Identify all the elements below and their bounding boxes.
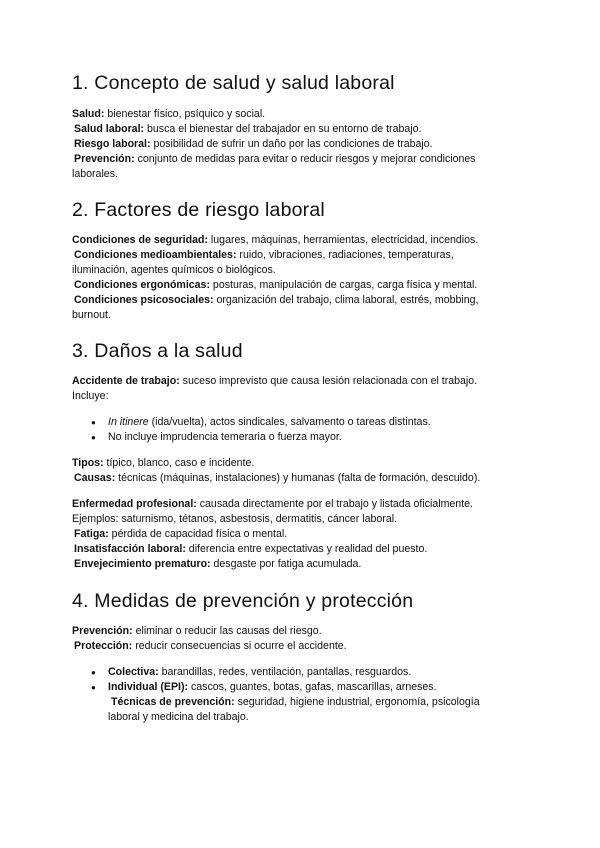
def-tipos: Tipos: típico, blanco, caso e incidente. <box>72 457 255 469</box>
section-3-enfermedad <box>72 497 542 572</box>
list-item: ● No incluye imprudencia temeraria o fuerza mayor. <box>72 430 542 445</box>
def-fatiga: Fatiga: pérdida de capacidad física o mental. <box>74 528 288 540</box>
def-accidente: Accidente de trabajo: suceso imprevisto que causa lesión relacionada con el trabajo. <box>72 375 478 387</box>
section-4-bullets <box>72 665 542 725</box>
list-item: Técnicas de prevención: seguridad, higiene industrial, ergonomía, psicología <box>111 696 480 708</box>
def-prevencion: Prevención: conjunto de medidas para evitar o reducir riesgos y mejorar condiciones <box>74 153 476 165</box>
list-item: ● Individual (EPI): cascos, guantes, botas, gafas, mascarillas, arneses. <box>72 680 542 695</box>
def-insatisfaccion: Insatisfacción laboral: diferencia entre expectativas y realidad del puesto. <box>74 543 428 555</box>
def-ejemplos: Ejemplos: saturnismo, tétanos, asbestosis, dermatitis, cáncer laboral. <box>72 513 398 525</box>
factor-medioambientales-cont: iluminación, agentes químicos o biológicos. <box>72 264 276 276</box>
section-1-title: 1. Concepto de salud y salud laboral <box>72 72 395 94</box>
list-item: ● In itinere (ida/vuelta), actos sindicales, salvamento o tareas distintas. <box>72 415 542 430</box>
factor-psicosociales: Condiciones psicosociales: organización del trabajo, clima laboral, estrés, mobbing, <box>74 294 479 306</box>
def-salud: Salud: bienestar físico, psíquico y social. <box>72 108 266 120</box>
section-4-body <box>72 624 542 654</box>
factor-seguridad: Condiciones de seguridad: lugares, máquinas, herramientas, electricidad, incendios. <box>72 234 479 246</box>
def-riesgo-laboral: Riesgo laboral: posibilidad de sufrir un daño por las condiciones de trabajo. <box>74 138 433 150</box>
def-causas: Causas: técnicas (máquinas, instalaciones) y humanas (falta de formación, descuido). <box>74 472 481 484</box>
section-2-title: 2. Factores de riesgo laboral <box>72 199 325 221</box>
medidas-list <box>72 665 542 725</box>
def-enfermedad: Enfermedad profesional: causada directamente por el trabajo y listada oficialmente. <box>72 498 473 510</box>
def-prevencion-4: Prevención: eliminar o reducir las causas del riesgo. <box>72 625 322 637</box>
def-accidente-incluye: Incluye: <box>72 390 109 402</box>
list-item: laboral y medicina del trabajo. <box>108 711 249 723</box>
list-item: ● Colectiva: barandillas, redes, ventilación, pantallas, resguardos. <box>72 665 542 680</box>
section-3-tipos <box>72 456 542 486</box>
def-salud-laboral: Salud laboral: busca el bienestar del trabajador en su entorno de trabajo. <box>74 123 422 135</box>
factor-medioambientales: Condiciones medioambientales: ruido, vibraciones, radiaciones, temperaturas, <box>74 249 454 261</box>
section-2-body <box>72 233 542 323</box>
factor-psicosociales-cont: burnout. <box>72 309 111 321</box>
factor-ergonomicas: Condiciones ergonómicas: posturas, manipulación de cargas, carga física y mental. <box>74 279 478 291</box>
section-1-body <box>72 107 542 182</box>
def-prevencion-cont: laborales. <box>72 168 118 180</box>
def-proteccion: Protección: reducir consecuencias si ocurre el accidente. <box>74 640 347 652</box>
def-envejecimiento: Envejecimiento prematuro: desgaste por fatiga acumulada. <box>74 558 362 570</box>
section-3-accidente <box>72 374 542 404</box>
accidente-list <box>72 415 542 445</box>
section-3-title: 3. Daños a la salud <box>72 340 243 362</box>
section-3-bullets <box>72 415 542 445</box>
section-4-title: 4. Medidas de prevención y protección <box>72 590 414 612</box>
